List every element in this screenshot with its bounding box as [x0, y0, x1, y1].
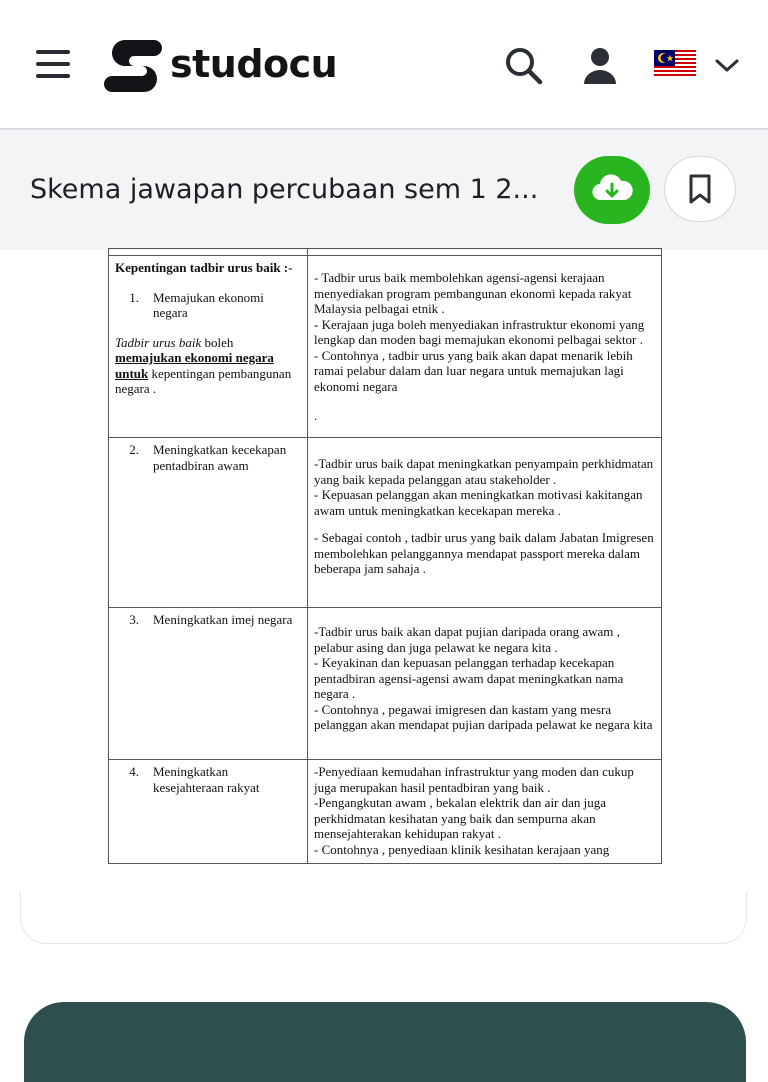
table-row [109, 256, 662, 438]
table-row [109, 438, 662, 608]
row-4-topic-cell [109, 760, 308, 864]
document-card-bottom [20, 892, 747, 944]
logo-text: studocu [170, 42, 338, 86]
row-2-points-cell: -Tadbir urus baik dapat meningkatkan penyampain perkhidmatan yang baik kepada pelanggan atau stakeholder . - Kepuasan pelanggan akan meningkatkan motivasi kakitangan awam untuk meningkatkan kecekapan mereka . - Sebagai contoh , tadbir urus yang baik dalam Jabatan Imigresen membolehkan pelanggannya mendapat passport mereka dalam beberapa jam sahaja . [308, 438, 662, 608]
row-4-points-cell: -Penyediaan kemudahan infrastruktur yang moden dan cukup juga merupakan hasil pentadbiran yang baik . -Pengangkutan awam , bekalan elektrik dan air dan juga perkhidmatan kesihatan yang baik dan sempurna akan mensejahterakan kehidupan rakyat . - Contohnya , penyediaan klinik kesihatan kerajaan yang [308, 760, 662, 864]
row-1-topic-cell [109, 256, 308, 438]
studocu-logo-mark-icon [104, 38, 162, 92]
table-row [109, 608, 662, 760]
row-3-topic-cell [109, 608, 308, 760]
document-title: Skema jawapan percubaan sem 1 2... [30, 174, 539, 205]
bookmark-icon [665, 157, 735, 221]
bookmark-button[interactable] [664, 156, 736, 222]
language-selector[interactable] [654, 48, 744, 84]
account-button[interactable] [578, 44, 622, 88]
row-3-points-cell: -Tadbir urus baik akan dapat pujian daripada orang awam , pelabur asing dan juga pelawat ke negara kita . - Keyakinan dan kepuasan pelanggan terhadap kecekapan pentadbiran agensi-agensi awam dapat meningkatkan nama negara . - Contohnya , pegawai imigresen dan kastam yang mesra pelanggan akan mendapat pujian daripada pelawat ke negara kita [308, 608, 662, 760]
user-icon [578, 44, 622, 88]
table-row [109, 249, 662, 256]
document-page [0, 250, 768, 894]
list-item: 4. Meningkatkan kesejahteraan rakyat [129, 764, 260, 795]
malaysia-flag-icon [654, 50, 696, 78]
document-viewer[interactable] [0, 250, 768, 894]
menu-icon[interactable] [36, 50, 70, 78]
document-title-bar [0, 130, 768, 250]
table-row [109, 760, 662, 864]
download-button[interactable] [574, 156, 650, 224]
top-navbar [0, 0, 768, 130]
promo-banner[interactable] [24, 1002, 746, 1082]
chevron-down-icon [714, 58, 740, 74]
row-2-topic-cell [109, 438, 308, 608]
list-item: 3. Meningkatkan imej negara [129, 612, 293, 627]
intro-heading: Kepentingan tadbir urus baik :- [115, 260, 293, 275]
search-button[interactable] [502, 44, 546, 88]
list-item: 2. Meningkatkan kecekapan pentadbiran awam [129, 442, 287, 473]
search-icon [502, 44, 546, 88]
studocu-logo[interactable] [104, 38, 344, 92]
row-1-points-cell: - Tadbir urus baik membolehkan agensi-agensi kerajaan menyediakan program pembangunan ekonomi kepada rakyat Malaysia pelbagai etnik . - Kerajaan juga boleh menyediakan infrastruktur ekonomi yang lengkap dan moden bagi memajukan ekonomi pelbagai sektor . - Contohnya , tadbir urus yang baik akan dapat menarik lebih ramai pelabur dalam dan luar negara untuk memajukan lagi ekonomi negara . [308, 256, 662, 438]
row-1-note: Tadbir urus baik boleh memajukan ekonomi negara untuk kepentingan pembangunan negara . [115, 334, 292, 396]
list-item: 1. Memajukan ekonomi negara [129, 289, 264, 320]
cloud-download-icon [574, 156, 650, 224]
answer-scheme-table [108, 248, 662, 864]
